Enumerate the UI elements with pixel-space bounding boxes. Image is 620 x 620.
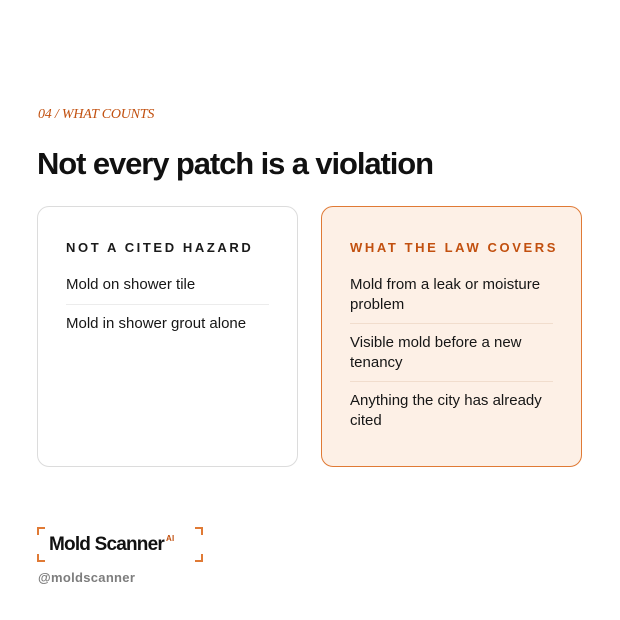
law-covers-list [350, 275, 553, 439]
logo-corner-bracket [37, 554, 45, 562]
list-item: Mold from a leak or moisture problem [350, 275, 553, 324]
logo-corner-bracket [195, 527, 203, 535]
logo-corner-bracket [37, 527, 45, 535]
list-item: Mold in shower grout alone [66, 314, 247, 332]
list-item: Visible mold before a new tenancy [350, 333, 553, 382]
not-cited-list [66, 275, 269, 342]
logo-corner-bracket [195, 554, 203, 562]
law-covers-card [321, 206, 582, 467]
not-cited-card [37, 206, 298, 467]
list-item: Mold on shower tile [66, 275, 269, 305]
logo-ai-badge: AI [165, 534, 175, 543]
logo-wordmark [49, 534, 174, 556]
law-covers-heading: WHAT THE LAW COVERS [350, 240, 559, 255]
social-handle: @moldscanner [38, 570, 136, 585]
list-item: Anything the city has already cited [350, 392, 542, 429]
brand-logo [37, 527, 203, 562]
logo-name: Mold Scanner [49, 534, 164, 555]
section-kicker: 04 / WHAT COUNTS [38, 107, 155, 122]
page-title: Not every patch is a violation [37, 146, 433, 181]
not-cited-heading: NOT A CITED HAZARD [66, 240, 254, 255]
